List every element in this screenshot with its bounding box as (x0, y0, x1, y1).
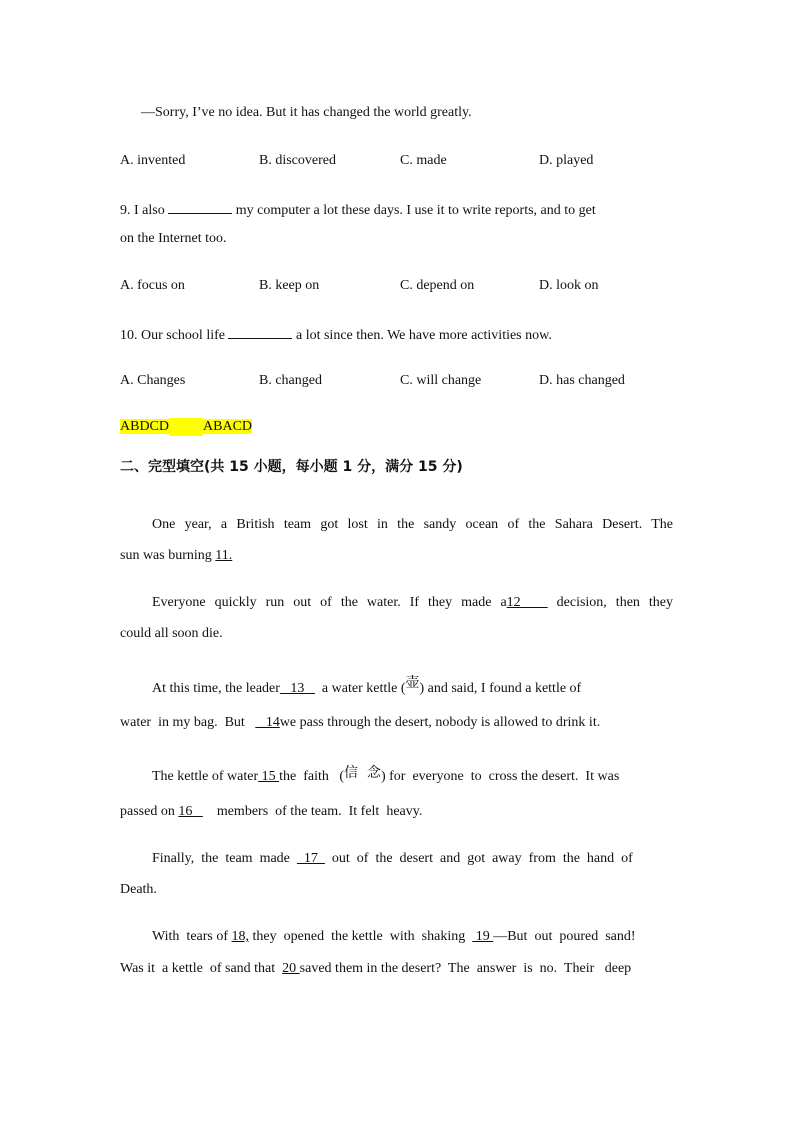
blank-19: 19 (472, 929, 494, 944)
q10-option-c: C. will change (400, 373, 482, 388)
passage-p3-line-1 (152, 675, 582, 698)
p5-text-b: out of the desert and got away from the hand of (324, 851, 633, 866)
p4-text-d: passed on (120, 804, 179, 819)
faith-cn-gloss: 信 念 (344, 765, 381, 781)
blank-13: 13 (279, 681, 315, 696)
passage-p4-line-2 (120, 803, 422, 821)
answer-key (120, 418, 252, 436)
passage-p6-line-1 (152, 928, 636, 946)
q8-option-a: A. invented (120, 153, 186, 168)
q9-option-b: B. keep on (259, 278, 320, 293)
q10-option-d: D. has changed (539, 373, 625, 388)
q8-answer-line: —Sorry, I’ve no idea. But it has changed the world greatly. (141, 105, 472, 120)
q9-line-1 (120, 199, 596, 220)
blank-11: 11. (215, 548, 233, 563)
p6-text-d: Was it a kettle of sand that (120, 961, 283, 976)
p1-text: sun was burning (120, 548, 216, 563)
p2-text-a: Everyone quickly run out of the water. If they made a (152, 595, 507, 610)
passage-p4-line-1 (152, 767, 619, 786)
q8-option-c: C. made (400, 153, 447, 168)
p3-text-e: we pass through the desert, nobody is allowed to drink it. (279, 715, 601, 730)
p3-text-d: water in my bag. But (120, 715, 256, 730)
p5-text-a: Finally, the team made (152, 851, 297, 866)
blank-20: 20 (282, 961, 300, 976)
passage-p3-line-2 (120, 714, 600, 732)
blank-15: 15 (258, 769, 280, 784)
p4-text-e: members of the team. It felt heavy. (202, 804, 423, 819)
q10-blank (228, 324, 292, 339)
passage-p2-line-2: could all soon die. (120, 626, 223, 641)
q9-start: 9. I also (120, 203, 169, 218)
q9-line-2: on the Internet too. (120, 231, 227, 246)
answer-key-first: ABDCD (120, 419, 170, 434)
p6-text-c: —But out poured sand! (493, 929, 636, 944)
q9-option-d: D. look on (539, 278, 599, 293)
p6-text-e: saved them in the desert? The answer is no. Their deep (299, 961, 632, 976)
q10-option-a: A. Changes (120, 373, 186, 388)
kettle-cn-gloss: 壶 (405, 675, 420, 691)
q9-option-c: C. depend on (400, 278, 475, 293)
p2-text-b: decision, then they (556, 595, 674, 610)
q8-option-d: D. played (539, 153, 594, 168)
q10-option-b: B. changed (259, 373, 322, 388)
p4-text-b: the faith ( (279, 769, 345, 784)
section-heading: 二、完型填空(共 15 小题，每小题 1 分，满分 15 分) (120, 459, 463, 475)
q10-line (120, 324, 552, 345)
q8-option-b: B. discovered (259, 153, 336, 168)
answer-key-gap (169, 418, 203, 436)
passage-p1-line-1: One year, a British team got lost in the sandy ocean of the Sahara Desert. The (152, 517, 673, 532)
passage-p2-line-1 (152, 594, 673, 612)
q9-option-a: A. focus on (120, 278, 185, 293)
p6-text-a: With tears of (152, 929, 232, 944)
passage-p6-line-2 (120, 960, 631, 978)
blank-16: 16 (178, 804, 203, 819)
blank-12: 12 (506, 595, 548, 610)
blank-18: 18, (231, 929, 250, 944)
p4-text-c: ) for everyone to cross the desert. It was (380, 769, 620, 784)
p3-text-a: At this time, the leader (152, 681, 280, 696)
p3-text-c: ) and said, I found a kettle of (419, 681, 582, 696)
q9-blank (168, 199, 232, 214)
p4-text-a: The kettle of water (152, 769, 259, 784)
answer-key-second: ABACD (203, 419, 253, 434)
blank-14: _14 (255, 715, 280, 730)
p3-text-b: a water kettle ( (321, 681, 406, 696)
p6-text-b: they opened the kettle with shaking (249, 929, 473, 944)
passage-p5-line-1 (152, 850, 633, 868)
passage-p1-line-2 (120, 547, 232, 565)
q10-end: a lot since then. We have more activities now. (292, 328, 552, 343)
q9-end: my computer a lot these days. I use it to write reports, and to get (232, 203, 596, 218)
blank-17: 17 (296, 851, 325, 866)
passage-p5-line-2: Death. (120, 882, 157, 897)
q10-start: 10. Our school life (120, 328, 229, 343)
